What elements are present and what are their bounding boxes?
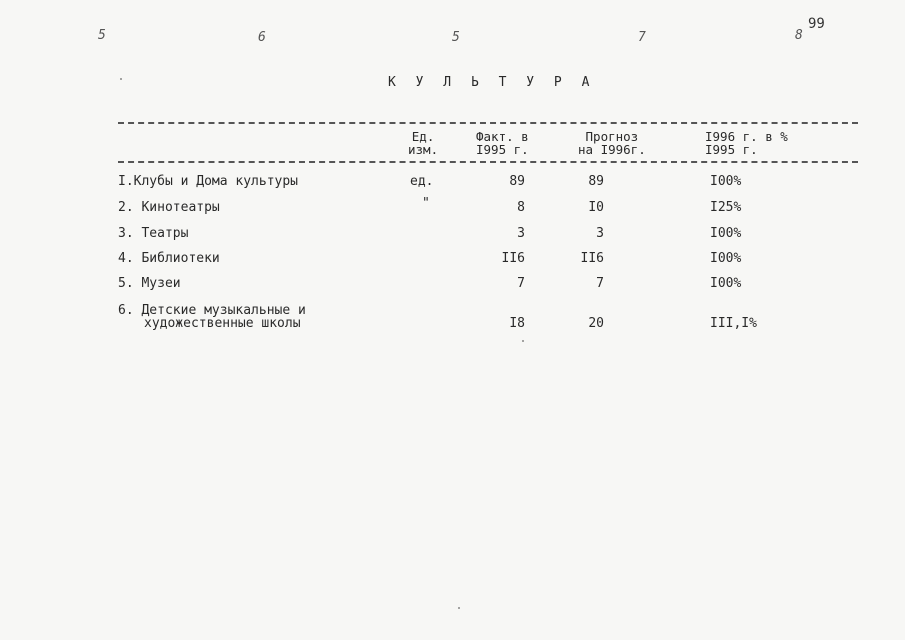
header-percent — [705, 130, 788, 156]
table-top-rule — [118, 122, 858, 124]
header-unit-line2: изм. — [408, 142, 439, 157]
margin-mark-2: 6 — [258, 30, 266, 45]
margin-mark-3: 5 — [452, 30, 460, 45]
row-3-percent: I00% — [710, 226, 742, 241]
row-1-name: I.Клубы и Дома культуры — [118, 174, 299, 189]
row-5-forecast: 7 — [596, 276, 604, 291]
row-6-percent: III,I% — [710, 316, 757, 331]
header-forecast-line2: на I996г. — [578, 142, 646, 157]
row-2-percent: I25% — [710, 200, 742, 215]
table-header-rule — [118, 161, 858, 163]
paper-speck — [522, 340, 524, 342]
row-2-name: 2. Кинотеатры — [118, 200, 220, 215]
header-fact-line2: I995 г. — [476, 142, 529, 157]
row-3-fact: 3 — [517, 226, 525, 241]
header-percent-line2: I995 г. — [705, 142, 758, 157]
header-forecast-line1: Прогноз — [585, 129, 639, 144]
row-5-name: 5. Музеи — [118, 276, 181, 291]
header-unit-line1: Ед. — [411, 129, 435, 144]
row-1-forecast: 89 — [588, 174, 604, 189]
row-5-fact: 7 — [517, 276, 525, 291]
header-forecast — [578, 130, 646, 156]
row-2-fact: 8 — [517, 200, 525, 215]
margin-mark-4: 7 — [638, 30, 646, 45]
paper-speck — [458, 607, 460, 609]
row-4-percent: I00% — [710, 251, 742, 266]
row-3-forecast: 3 — [596, 226, 604, 241]
page-title: К У Л Ь Т У Р А — [388, 75, 596, 90]
header-fact — [476, 130, 529, 156]
row-2-forecast: I0 — [588, 200, 604, 215]
margin-mark-5: 8 — [795, 28, 803, 43]
paper-speck — [120, 78, 122, 80]
page-number: 99 — [808, 16, 825, 32]
header-fact-line1: Факт. в — [476, 129, 529, 144]
row-1-fact: 89 — [509, 174, 525, 189]
margin-mark-1: 5 — [98, 28, 106, 43]
row-6-fact: I8 — [509, 316, 525, 331]
row-6-name: 6. Детские музыкальные и — [118, 303, 306, 318]
row-4-forecast: II6 — [580, 251, 604, 266]
row-1-unit: ед. — [410, 174, 434, 189]
row-6-forecast: 20 — [588, 316, 604, 331]
row-6-name-line2: художественные школы — [144, 316, 301, 331]
row-5-percent: I00% — [710, 276, 742, 291]
row-1-percent: I00% — [710, 174, 742, 189]
row-4-fact: II6 — [501, 251, 525, 266]
header-unit — [408, 130, 438, 156]
row-2-unit: " — [422, 196, 430, 211]
row-4-name: 4. Библиотеки — [118, 251, 220, 266]
header-percent-line1: I996 г. в % — [705, 129, 788, 144]
row-3-name: 3. Театры — [118, 226, 189, 241]
